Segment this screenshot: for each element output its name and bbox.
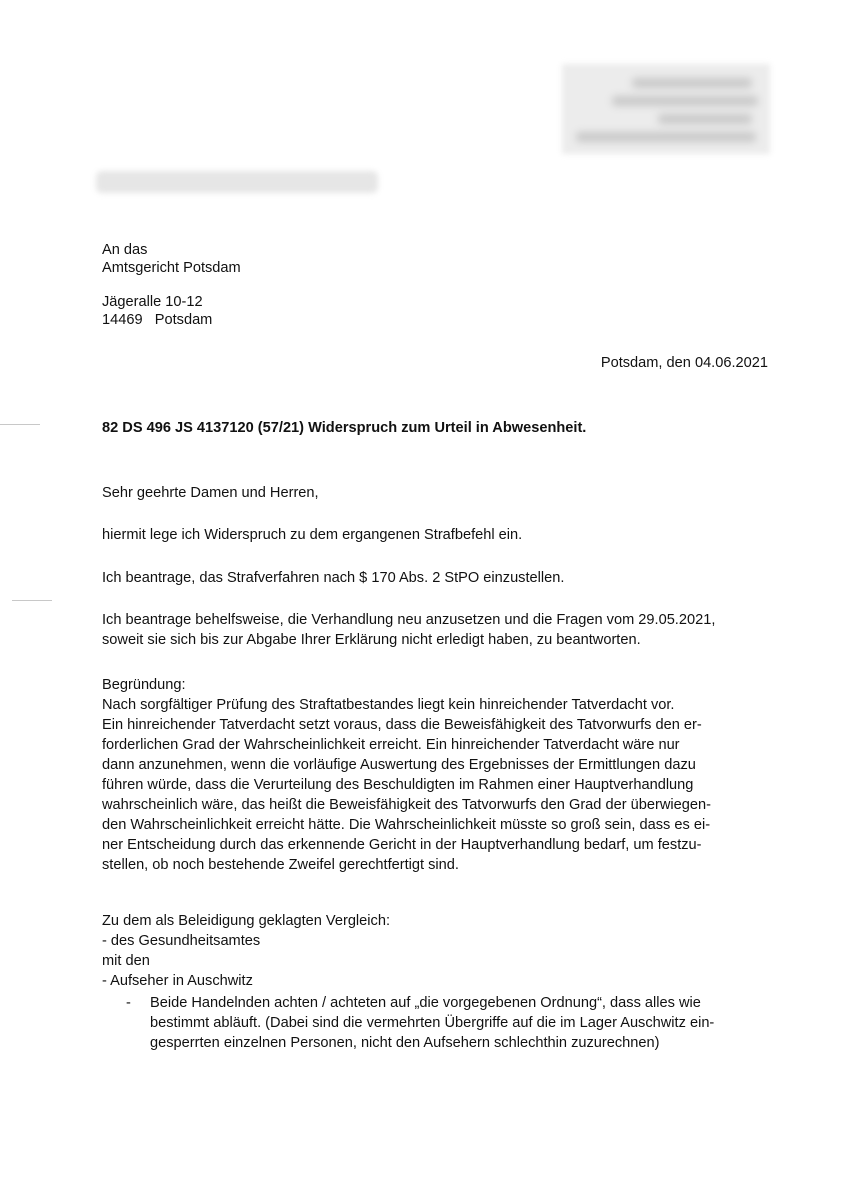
text-line: gesperrten einzelnen Personen, nicht den Aufsehern schlechthin zuzurechnen) — [150, 1035, 660, 1051]
comparison-heading: Zu dem als Beleidigung geklagten Vergleich: — [102, 913, 391, 929]
recipient-line-1: An das — [102, 242, 148, 258]
redacted-sender-address — [562, 64, 770, 154]
subject-line: 82 DS 496 JS 4137120 (57/21) Widerspruch zum Urteil in Abwesenheit. — [102, 420, 587, 436]
text-line: - Aufseher in Auschwitz — [102, 973, 253, 989]
text-line: mit den — [102, 953, 150, 969]
text-line: wahrscheinlich wäre, das heißt die Beweisfähigkeit des Tatvorwurfs den Grad der überwiegen- — [102, 797, 711, 813]
text-line: Ich beantrage behelfsweise, die Verhandlung neu anzusetzen und die Fragen vom 29.05.2021, — [102, 612, 716, 628]
fold-mark-top — [0, 424, 40, 425]
paragraph-request: Ich beantrage, das Strafverfahren nach $ 170 Abs. 2 StPO einzustellen. — [102, 570, 565, 586]
text-line: den Wahrscheinlichkeit erreicht hätte. Die Wahrscheinlichkeit müsste so groß sein, dass es ei- — [102, 817, 711, 833]
text-line: Ein hinreichender Tatverdacht setzt voraus, dass die Beweisfähigkeit des Tatvorwurfs den er- — [102, 717, 702, 733]
date-line: Potsdam, den 04.06.2021 — [600, 355, 768, 371]
salutation: Sehr geehrte Damen und Herren, — [102, 485, 319, 501]
text-line: bestimmt abläuft. (Dabei sind die vermehrten Übergriffe auf die im Lager Auschwitz ein- — [150, 1015, 715, 1031]
text-line: stellen, ob noch bestehende Zweifel gerechtfertigt sind. — [102, 857, 459, 873]
text-line: Nach sorgfältiger Prüfung des Straftatbestandes liegt kein hinreichender Tatverdacht vor. — [102, 697, 675, 713]
text-line: forderlichen Grad der Wahrscheinlichkeit erreicht. Ein hinreichender Tatverdacht wäre nur — [102, 737, 680, 753]
bullet-marker: - — [126, 995, 131, 1011]
paragraph-objection: hiermit lege ich Widerspruch zu dem ergangenen Strafbefehl ein. — [102, 527, 523, 543]
redacted-sender-line — [96, 171, 378, 193]
recipient-city: 14469 Potsdam — [102, 312, 213, 328]
comparison-section — [102, 911, 762, 991]
reasoning-section — [102, 675, 762, 875]
fold-mark-middle — [12, 600, 52, 601]
reasoning-heading: Begründung: — [102, 677, 186, 693]
bullet-text — [150, 993, 770, 1053]
paragraph-alternative-request — [102, 610, 762, 650]
text-line: soweit sie sich bis zur Abgabe Ihrer Erklärung nicht erledigt haben, zu beantworten. — [102, 632, 641, 648]
recipient-court: Amtsgericht Potsdam — [102, 260, 241, 276]
recipient-street: Jägeralle 10-12 — [102, 294, 203, 310]
text-line: Beide Handelnden achten / achteten auf „die vorgegebenen Ordnung“, dass alles wie — [150, 995, 701, 1011]
text-line: - des Gesundheitsamtes — [102, 933, 261, 949]
text-line: führen würde, dass die Verurteilung des Beschuldigten im Rahmen einer Hauptverhandlung — [102, 777, 694, 793]
text-line: dann anzunehmen, wenn die vorläufige Auswertung des Ergebnisses der Ermittlungen dazu — [102, 757, 696, 773]
text-line: ner Entscheidung durch das erkennende Gericht in der Hauptverhandlung bedarf, um festzu- — [102, 837, 702, 853]
